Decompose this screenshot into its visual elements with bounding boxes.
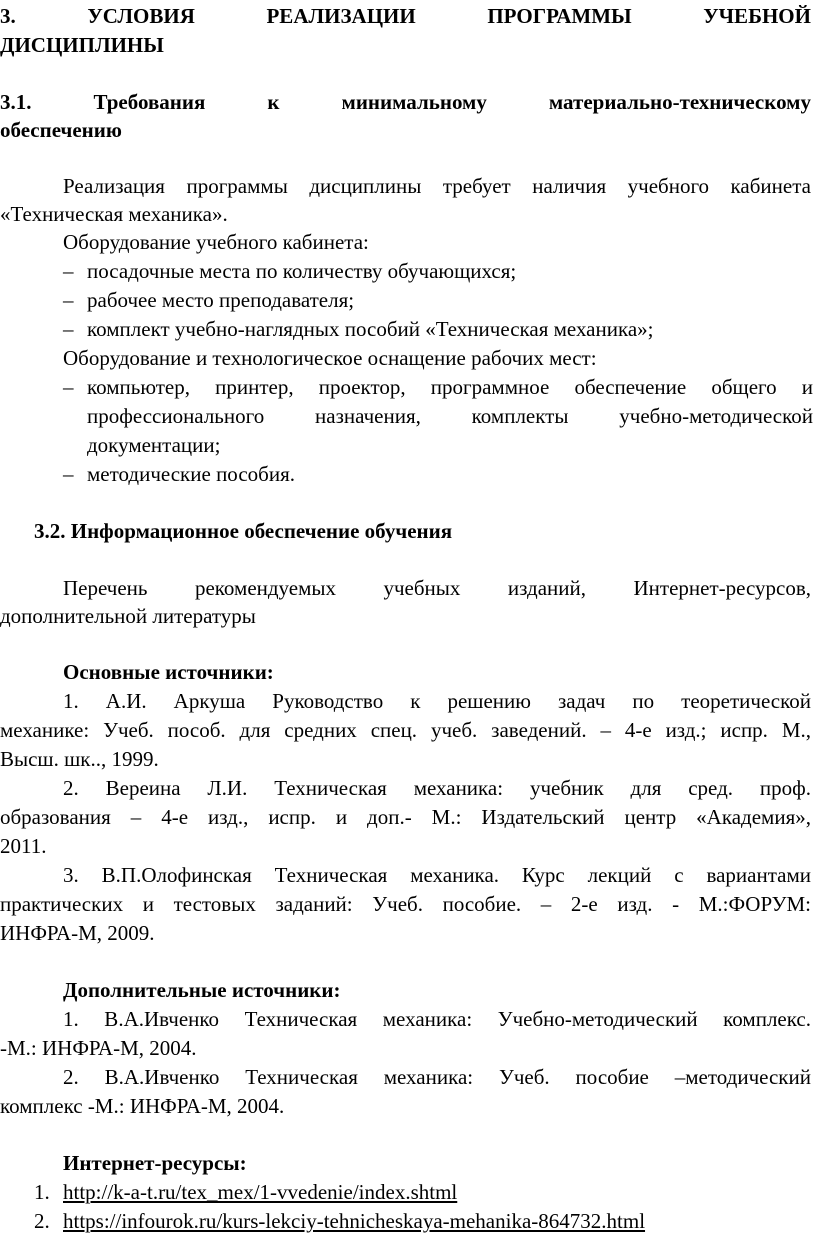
heading-word: минимальному [341, 90, 487, 114]
resource-link[interactable]: http://k-a-t.ru/tex_mex/1-vvedenie/index.shtml [63, 1180, 458, 1204]
title-word: ПРОГРАММЫ [487, 4, 632, 28]
tech-label: Оборудование и технологическое оснащение рабочих мест: [63, 346, 597, 370]
source-line: образования – 4-е изд., испр. и доп.- М.: Издательский центр «Академия», [0, 805, 811, 829]
source-line: 2. В.А.Ивченко Техническая механика: Учеб. пособие –методический [63, 1065, 811, 1089]
internet-label: Интернет-ресурсы: [63, 1151, 247, 1175]
subsection-heading-line2: обеспечению [0, 118, 122, 142]
dash-bullet: – [63, 288, 74, 312]
resource-link[interactable]: https://infourok.ru/kurs-lekciy-tehnicheskaya-mehanika-864732.html [63, 1209, 646, 1233]
equipment-label: Оборудование учебного кабинета: [63, 230, 369, 254]
paragraph-line: Реализация программы дисциплины требует наличия учебного кабинета [63, 174, 811, 198]
source-line: 2011. [0, 834, 47, 858]
subsection-heading: 3.2. Информационное обеспечение обучения [34, 519, 453, 543]
paragraph-line: дополнительной литературы [0, 604, 256, 628]
source-line: комплекс -М.: ИНФРА-М, 2004. [0, 1094, 285, 1118]
list-item-text: профессионального назначения, комплекты учебно-методической [87, 404, 813, 428]
paragraph-line: «Техническая механика». [0, 202, 228, 226]
main-sources-label: Основные источники: [63, 660, 274, 684]
dash-bullet: – [63, 375, 74, 399]
source-line: ИНФРА-М, 2009. [0, 921, 155, 945]
list-item-text: комплект учебно-наглядных пособий «Техническая механика»; [87, 317, 654, 341]
list-item-text: документации; [87, 433, 221, 457]
heading-word: Требования [93, 90, 206, 114]
dash-bullet: – [63, 259, 74, 283]
title-word: УСЛОВИЯ [87, 4, 195, 28]
list-item-text: рабочее место преподавателя; [87, 288, 355, 312]
heading-word: к [267, 90, 280, 114]
source-line: 1. А.И. Аркуша Руководство к решению задач по теоретической [63, 689, 811, 713]
section-title [0, 2, 811, 31]
title-word: 3. [0, 4, 16, 28]
title-word: РЕАЛИЗАЦИИ [266, 4, 416, 28]
source-line: Высш. шк.., 1999. [0, 747, 159, 771]
section-title-line2: ДИСЦИПЛИНЫ [0, 33, 164, 57]
list-item-text: посадочные места по количеству обучающихся; [87, 259, 517, 283]
subsection-heading [0, 88, 811, 117]
list-item-text: компьютер, принтер, проектор, программное обеспечение общего и [87, 375, 813, 399]
paragraph-line: Перечень рекомендуемых учебных изданий, Интернет-ресурсов, [63, 576, 811, 600]
dash-bullet: – [63, 317, 74, 341]
title-word: УЧЕБНОЙ [703, 4, 811, 28]
link-number: 2. [34, 1209, 50, 1233]
source-line: практических и тестовых заданий: Учеб. пособие. – 2-е изд. - М.:ФОРУМ: [0, 892, 811, 916]
source-line: механике: Учеб. пособ. для средних спец. учеб. заведений. – 4-е изд.; испр. М., [0, 718, 811, 742]
dash-bullet: – [63, 462, 74, 486]
heading-word: материально-техническому [548, 90, 811, 114]
source-line: 1. В.А.Ивченко Техническая механика: Учебно-методический комплекс. [63, 1007, 811, 1031]
source-line: 2. Вереина Л.И. Техническая механика: учебник для сред. проф. [63, 776, 811, 800]
heading-word: 3.1. [0, 90, 32, 114]
list-item-text: методические пособия. [87, 462, 295, 486]
link-number: 1. [34, 1180, 50, 1204]
extra-sources-label: Дополнительные источники: [63, 978, 341, 1002]
source-line: -М.: ИНФРА-М, 2004. [0, 1036, 197, 1060]
source-line: 3. В.П.Олофинская Техническая механика. Курс лекций с вариантами [63, 863, 811, 887]
